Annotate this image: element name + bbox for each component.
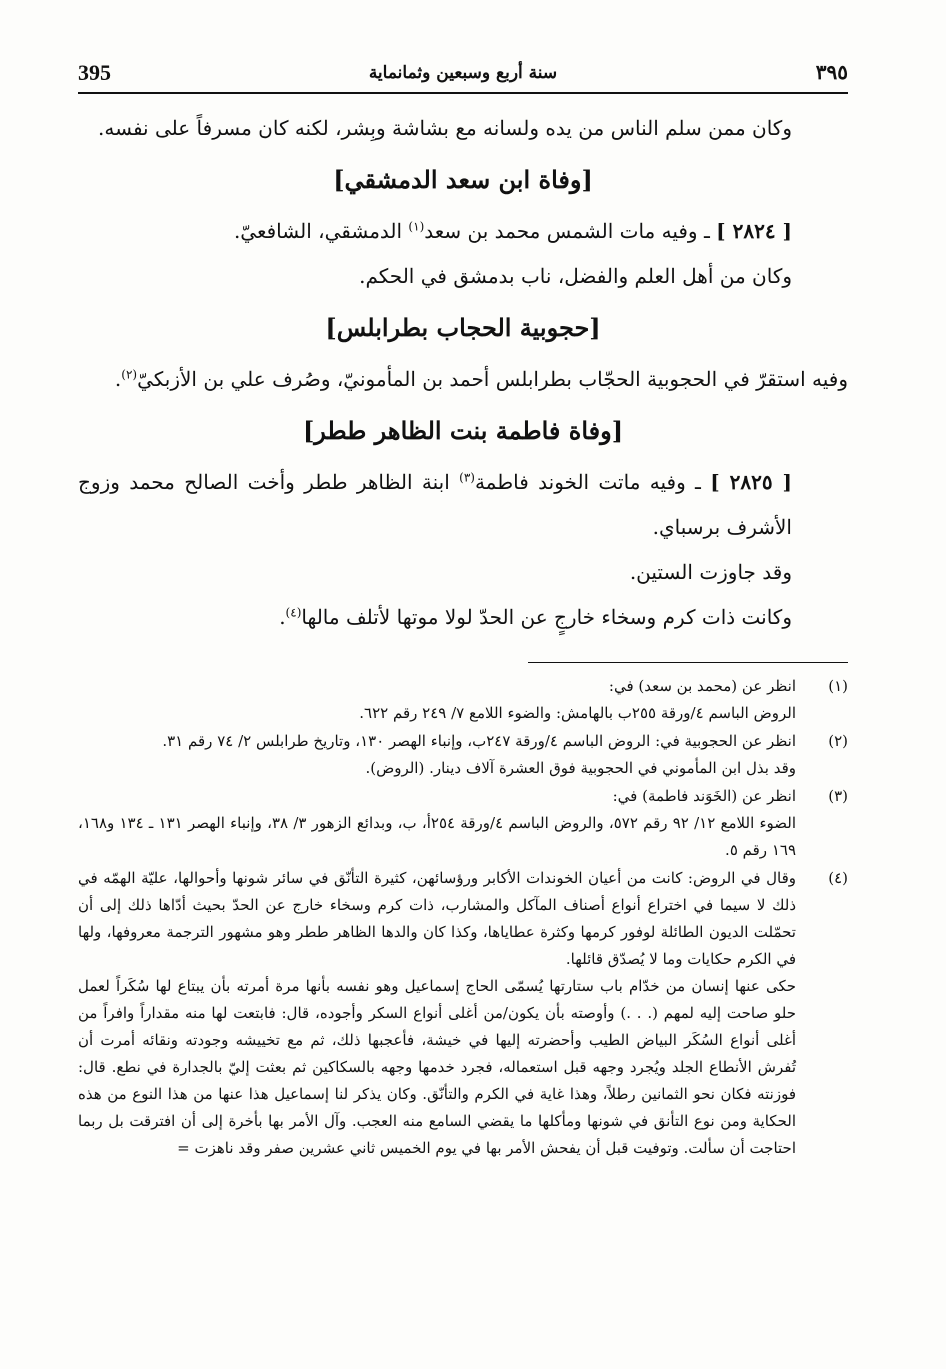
footnote-line: انظر عن (محمد بن سعد) في: <box>608 677 796 695</box>
entry-number: [ ٢٨٢٥ ] <box>710 470 793 494</box>
paragraph-end: . <box>114 367 122 391</box>
footnote-number: (١) <box>828 677 848 695</box>
footnote-line: الضوء اللامع ١٢/ ٩٢ رقم ٥٧٢، والروض الباسم ٤/ورقة ٢٥٤أ، ب، وبدائع الزهور ٣/ ٣٨، وإنباء الهصر ١٣١ ـ ١٣٤ و١٦٨، ١٦٩ رقم ٥. <box>78 814 797 859</box>
section-heading-hujubiyya: [حجوبية الحجاب بطرابلس] <box>325 313 601 342</box>
footnote-4 <box>78 865 848 1162</box>
entry-2824 <box>78 209 848 254</box>
footnote-body <box>78 865 796 1162</box>
entry-text: ـ وفيه مات الشمس محمد بن سعد <box>424 219 717 243</box>
paragraph <box>78 357 848 402</box>
entry-text: ابنة الظاهر ططر وأخت الصالح محمد وزوج الأشرف برسباي. <box>78 470 792 539</box>
page-number-latin: 395 <box>78 60 111 85</box>
main-text <box>78 106 848 640</box>
entry-text: الدمشقي، الشافعيّ. <box>233 219 409 243</box>
footnote-body <box>78 728 796 782</box>
footnote-line: وقد بذل ابن المأموني في الحجوبية فوق العشرة آلاف دينار. (الروض). <box>365 759 796 777</box>
paragraph-text: وكانت ذات كرم وسخاء خارجٍ عن الحدّ لولا موتها لأتلف مالها <box>301 605 792 629</box>
entry-number: [ ٢٨٢٤ ] <box>716 219 792 243</box>
footnote-number: (٤) <box>828 869 848 887</box>
footnote-ref: (٤) <box>285 605 302 620</box>
footnote-line: انظر عن (الخَوَند فاطمة) في: <box>612 787 796 805</box>
footnote-body <box>78 673 796 727</box>
entry-text: ـ وفيه ماتت الخوند فاطمة <box>474 470 711 494</box>
section-heading-fatima: [وفاة فاطمة بنت الظاهر ططر] <box>302 416 624 445</box>
footnote-body <box>78 783 796 864</box>
footnote-line: وقال في الروض: كانت من أعيان الخوندات الأكابر ورؤسائهن، كثيرة التأنّق في سائر شونها وأحوالها، عليّة الهمّه في ذلك لا سيما في اختراع أنواع أصناف المآكل والمشارب، ذات كرم وسخاء خارج عن الحدّ بحيث أدّاها ذلك إلى أن تحمّلت الديون الطائلة لوفور كرمها وكثرة عطاياها، وكذا كان والدها الظاهر ططر وهو مشهور الترجمة معروفها، ولها في الكرم حكايات وما لا يُصدّق قائلها. <box>78 869 796 968</box>
footnote-ref: (٢) <box>121 367 138 382</box>
footnote-ref: (١) <box>408 219 425 234</box>
paragraph <box>78 595 848 640</box>
running-title: سنة أربع وسبعين وثمانماية <box>368 63 558 83</box>
footnote-number: (٢) <box>828 732 848 750</box>
entry-2825 <box>78 460 848 550</box>
footnote-2 <box>78 728 848 782</box>
footnote-line: الروض الباسم ٤/ورقة ٢٥٥ب بالهامش: والضوء اللامع ٧/ ٢٤٩ رقم ٦٢٢. <box>359 704 796 722</box>
book-page <box>78 54 848 1163</box>
page-number-arabic: ٣٩٥ <box>815 60 848 84</box>
footnote-divider <box>528 662 848 663</box>
footnote-3 <box>78 783 848 864</box>
page-header <box>78 54 848 94</box>
paragraph-text: وفيه استقرّ في الحجوبية الحجّاب بطرابلس أحمد بن المأمونيّ، وصُرف علي بن الأزبكيّ <box>137 367 848 391</box>
paragraph: وقد جاوزت الستين. <box>629 560 792 584</box>
footnote-number: (٣) <box>828 787 848 805</box>
footnotes <box>78 673 848 1162</box>
paragraph: وكان من أهل العلم والفضل، ناب بدمشق في الحكم. <box>359 264 792 288</box>
paragraph-end: . <box>279 605 286 629</box>
intro-paragraph: وكان ممن سلم الناس من يده ولسانه مع بشاشة وبِشر، لكنه كان مسرفاً على نفسه. <box>98 116 792 140</box>
footnote-line: حكى عنها إنسان من خدّام باب ستارتها يُسمّى الحاج إسماعيل وهو نفسه بأنها مرة أمرته بأن يبتاع لها سُكَراً لعمل حلو صاحت إليه لمهم (. . .) وأوصته بأن يكون/من أغلى أنواع السكر وأجوده، قال: فابتعت لها منه مقداراً وافراً من أغلى أنواع السُكَر البياض الطيب وأحضرته إليها في خيشة، فأعجبها ذلك، ثم مع تخييشه وجودته ونقائه أمرت أن تُفرش الأنطاع الجلد ويُجرد وجهه قبل استعماله، فجرد خدمها وجهه بالسكاكين ثم بعثت إليّ بالجدارة في نطع. قال: فوزنته فكان نحو الثمانين رطلاً، وهذا غاية في الكرم والتأنّق. وكان يذكر لنا إسماعيل هذا عنها من هذا النوع من هذه الحكاية ومن نوع التأنق في شونها ومأكلها ما يقضي السامع منه العجب. وآل الأمر بها بأخرة إلى أن افترقت بل ربما احتاجت أن سألت. وتوفيت قبل أن يفحش الأمر بها في يوم الخميس ثاني عشرين صفر وقد ناهزت = <box>78 977 797 1157</box>
footnote-line: انظر عن الحجوبية في: الروض الباسم ٤/ورقة ٢٤٧ب، وإنباء الهصر ١٣٠، وتاريخ طرابلس ٢/ ٧٤ رقم ٣١. <box>162 732 796 750</box>
footnote-1 <box>78 673 848 727</box>
section-heading-ibn-saad: [وفاة ابن سعد الدمشقي] <box>333 165 593 194</box>
footnote-ref: (٣) <box>459 470 475 485</box>
